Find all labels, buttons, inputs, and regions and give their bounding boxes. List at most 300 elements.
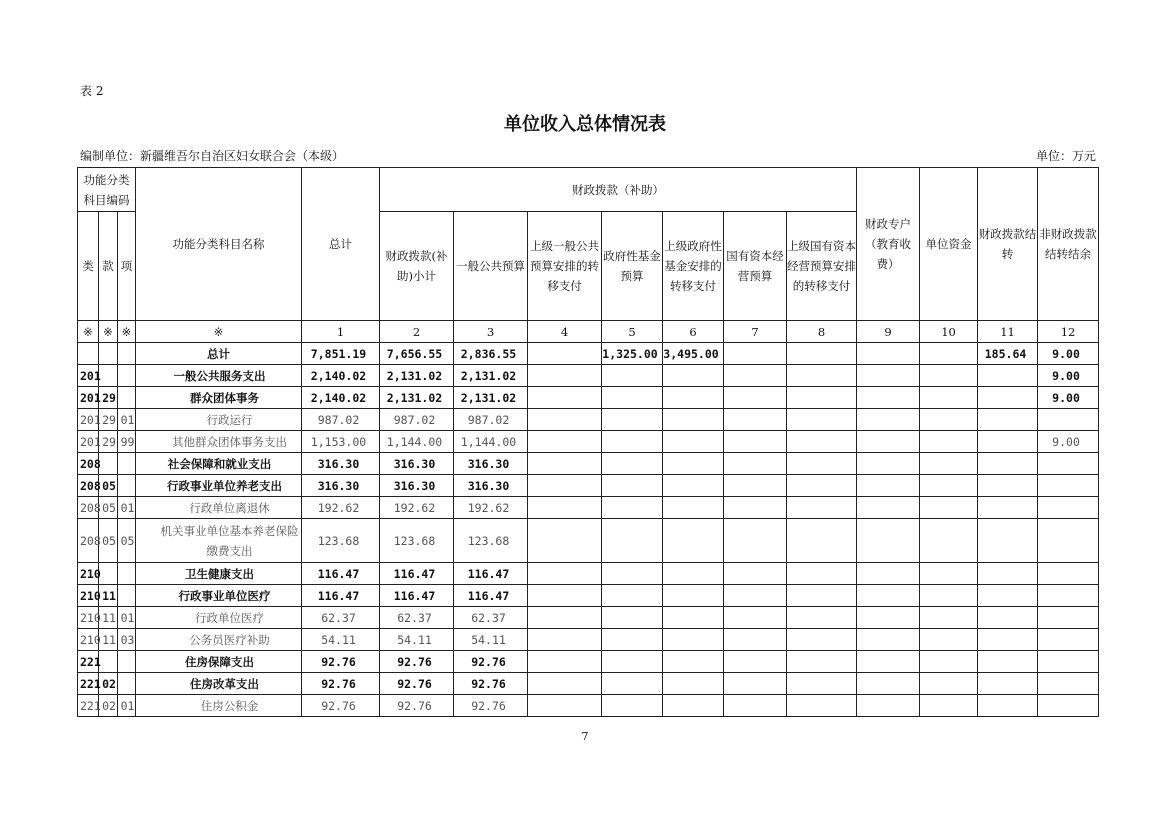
lei-cell: 208 <box>78 475 99 497</box>
xiang-cell <box>118 387 136 409</box>
lei-cell: 221 <box>78 673 99 695</box>
xiang-cell <box>118 673 136 695</box>
value-cell: 54.11 <box>302 629 380 651</box>
header-special: 财政专户（教育收费） <box>857 168 920 321</box>
value-cell <box>978 585 1038 607</box>
currency-unit: 单位：万元 <box>1035 149 1096 163</box>
value-cell <box>1038 519 1099 563</box>
subject-name-cell: 机关事业单位基本养老保险缴费支出 <box>136 519 302 563</box>
header-fiscal-subtotal: 财政拨款(补助)小计 <box>380 212 454 321</box>
value-cell <box>920 519 978 563</box>
xiang-cell: 01 <box>118 695 136 717</box>
value-cell <box>724 387 787 409</box>
index-cell: 10 <box>920 321 978 343</box>
value-cell <box>602 651 663 673</box>
value-cell <box>724 409 787 431</box>
value-cell <box>787 607 857 629</box>
header-upper-capital: 上级国有资本经营预算安排的转移支付 <box>787 212 857 321</box>
value-cell: 9.00 <box>1038 343 1099 365</box>
index-cell: 8 <box>787 321 857 343</box>
value-cell <box>724 431 787 453</box>
value-cell <box>663 409 724 431</box>
value-cell <box>602 453 663 475</box>
value-cell: 92.76 <box>302 673 380 695</box>
value-cell <box>724 475 787 497</box>
header-code-group: 功能分类科目编码 <box>78 168 136 212</box>
kuan-cell: 29 <box>99 431 118 453</box>
value-cell <box>663 651 724 673</box>
income-table <box>77 167 1099 717</box>
value-cell <box>528 563 602 585</box>
value-cell: 316.30 <box>454 453 528 475</box>
xiang-cell <box>118 563 136 585</box>
subject-name-cell: 一般公共服务支出 <box>136 365 302 387</box>
value-cell <box>602 673 663 695</box>
kuan-cell <box>99 453 118 475</box>
value-cell <box>920 673 978 695</box>
value-cell <box>602 365 663 387</box>
value-cell <box>663 695 724 717</box>
value-cell: 9.00 <box>1038 387 1099 409</box>
index-cell: ※ <box>136 321 302 343</box>
xiang-cell <box>118 585 136 607</box>
value-cell <box>663 431 724 453</box>
value-cell: 316.30 <box>302 475 380 497</box>
value-cell <box>857 365 920 387</box>
value-cell: 3,495.00 <box>663 343 724 365</box>
lei-cell <box>78 343 99 365</box>
value-cell: 316.30 <box>380 453 454 475</box>
value-cell <box>978 409 1038 431</box>
subject-name-cell: 行政事业单位养老支出 <box>136 475 302 497</box>
value-cell <box>528 497 602 519</box>
value-cell <box>1038 629 1099 651</box>
value-cell: 92.76 <box>380 651 454 673</box>
lei-cell: 201 <box>78 431 99 453</box>
header-kuan: 款 <box>99 212 118 321</box>
value-cell <box>787 343 857 365</box>
value-cell <box>978 365 1038 387</box>
value-cell <box>857 519 920 563</box>
subject-name-cell: 行政单位医疗 <box>136 607 302 629</box>
header-lei: 类 <box>78 212 99 321</box>
value-cell <box>602 409 663 431</box>
value-cell <box>978 607 1038 629</box>
value-cell <box>602 387 663 409</box>
value-cell <box>920 409 978 431</box>
value-cell <box>978 651 1038 673</box>
value-cell <box>857 453 920 475</box>
value-cell <box>528 585 602 607</box>
value-cell <box>978 453 1038 475</box>
value-cell <box>857 585 920 607</box>
value-cell: 92.76 <box>302 695 380 717</box>
value-cell <box>787 453 857 475</box>
value-cell: 9.00 <box>1038 431 1099 453</box>
header-nonfiscal: 非财政拨款结转结余 <box>1038 168 1099 321</box>
value-cell: 7,656.55 <box>380 343 454 365</box>
kuan-cell: 29 <box>99 387 118 409</box>
value-cell: 62.37 <box>302 607 380 629</box>
table-number: 表 2 <box>80 84 104 98</box>
value-cell: 116.47 <box>454 585 528 607</box>
value-cell <box>663 497 724 519</box>
value-cell <box>857 607 920 629</box>
xiang-cell <box>118 475 136 497</box>
value-cell <box>920 343 978 365</box>
index-cell: 7 <box>724 321 787 343</box>
value-cell <box>787 431 857 453</box>
value-cell <box>528 673 602 695</box>
value-cell <box>663 607 724 629</box>
value-cell: 116.47 <box>380 585 454 607</box>
value-cell <box>857 673 920 695</box>
value-cell <box>857 497 920 519</box>
table-row <box>78 607 1099 629</box>
kuan-cell <box>99 343 118 365</box>
value-cell <box>920 695 978 717</box>
value-cell <box>602 585 663 607</box>
value-cell: 987.02 <box>454 409 528 431</box>
value-cell <box>663 365 724 387</box>
value-cell <box>857 387 920 409</box>
subject-name-cell: 住房保障支出 <box>136 651 302 673</box>
subject-name-cell: 其他群众团体事务支出 <box>136 431 302 453</box>
value-cell: 2,140.02 <box>302 387 380 409</box>
subject-name-cell: 群众团体事务 <box>136 387 302 409</box>
value-cell <box>920 387 978 409</box>
value-cell: 192.62 <box>380 497 454 519</box>
value-cell <box>602 629 663 651</box>
value-cell: 92.76 <box>454 673 528 695</box>
value-cell <box>602 475 663 497</box>
index-cell: 1 <box>302 321 380 343</box>
value-cell <box>1038 585 1099 607</box>
value-cell <box>978 563 1038 585</box>
value-cell <box>787 563 857 585</box>
table-row <box>78 343 1099 365</box>
index-cell: 4 <box>528 321 602 343</box>
lei-cell: 210 <box>78 607 99 629</box>
value-cell: 54.11 <box>380 629 454 651</box>
lei-cell: 201 <box>78 365 99 387</box>
value-cell <box>602 497 663 519</box>
value-cell <box>528 475 602 497</box>
index-cell: 3 <box>454 321 528 343</box>
header-unit-fund: 单位资金 <box>920 168 978 321</box>
value-cell <box>724 453 787 475</box>
value-cell <box>528 519 602 563</box>
value-cell <box>787 387 857 409</box>
header-total: 总计 <box>302 168 380 321</box>
value-cell <box>787 497 857 519</box>
table-row <box>78 585 1099 607</box>
table-row <box>78 453 1099 475</box>
value-cell: 116.47 <box>302 585 380 607</box>
value-cell <box>663 475 724 497</box>
xiang-cell <box>118 343 136 365</box>
index-cell: ※ <box>118 321 136 343</box>
kuan-cell <box>99 563 118 585</box>
value-cell <box>920 607 978 629</box>
value-cell <box>724 497 787 519</box>
value-cell <box>724 585 787 607</box>
value-cell <box>787 475 857 497</box>
table-row <box>78 651 1099 673</box>
lei-cell: 221 <box>78 695 99 717</box>
value-cell <box>920 453 978 475</box>
value-cell <box>787 365 857 387</box>
value-cell: 1,144.00 <box>454 431 528 453</box>
value-cell <box>663 453 724 475</box>
subject-name-cell: 行政事业单位医疗 <box>136 585 302 607</box>
value-cell <box>1038 695 1099 717</box>
value-cell: 192.62 <box>302 497 380 519</box>
subject-name-cell: 行政运行 <box>136 409 302 431</box>
table-row <box>78 497 1099 519</box>
value-cell <box>528 695 602 717</box>
value-cell <box>602 607 663 629</box>
table-row <box>78 409 1099 431</box>
value-cell <box>724 607 787 629</box>
kuan-cell: 11 <box>99 629 118 651</box>
value-cell: 192.62 <box>454 497 528 519</box>
value-cell <box>978 431 1038 453</box>
value-cell <box>920 365 978 387</box>
value-cell <box>857 563 920 585</box>
index-cell: 9 <box>857 321 920 343</box>
index-cell: ※ <box>99 321 118 343</box>
value-cell <box>920 475 978 497</box>
value-cell: 2,131.02 <box>454 387 528 409</box>
value-cell <box>663 585 724 607</box>
compiling-unit: 编制单位：新疆维吾尔自治区妇女联合会（本级） <box>80 149 345 163</box>
value-cell <box>787 651 857 673</box>
value-cell: 1,153.00 <box>302 431 380 453</box>
value-cell: 62.37 <box>380 607 454 629</box>
table-row <box>78 475 1099 497</box>
value-cell <box>1038 475 1099 497</box>
table-row <box>78 387 1099 409</box>
header-xiang: 项 <box>118 212 136 321</box>
value-cell <box>857 409 920 431</box>
lei-cell: 208 <box>78 519 99 563</box>
value-cell: 7,851.19 <box>302 343 380 365</box>
value-cell: 123.68 <box>380 519 454 563</box>
lei-cell: 208 <box>78 497 99 519</box>
xiang-cell <box>118 365 136 387</box>
xiang-cell <box>118 651 136 673</box>
value-cell <box>787 629 857 651</box>
kuan-cell: 02 <box>99 695 118 717</box>
header-state-capital: 国有资本经营预算 <box>724 212 787 321</box>
value-cell <box>1038 563 1099 585</box>
table-row <box>78 563 1099 585</box>
kuan-cell <box>99 365 118 387</box>
value-cell: 987.02 <box>302 409 380 431</box>
page-title: 单位收入总体情况表 <box>504 114 666 135</box>
value-cell: 92.76 <box>302 651 380 673</box>
value-cell <box>857 695 920 717</box>
value-cell <box>787 519 857 563</box>
value-cell: 2,131.02 <box>380 387 454 409</box>
value-cell <box>663 629 724 651</box>
value-cell <box>920 497 978 519</box>
value-cell <box>1038 607 1099 629</box>
value-cell <box>528 629 602 651</box>
value-cell: 92.76 <box>454 651 528 673</box>
lei-cell: 208 <box>78 453 99 475</box>
value-cell: 92.76 <box>380 695 454 717</box>
value-cell <box>787 409 857 431</box>
value-cell: 1,325.00 <box>602 343 663 365</box>
value-cell: 316.30 <box>302 453 380 475</box>
value-cell <box>787 585 857 607</box>
value-cell <box>724 651 787 673</box>
value-cell <box>857 343 920 365</box>
value-cell <box>528 453 602 475</box>
header-upper-general: 上级一般公共预算安排的转移支付 <box>528 212 602 321</box>
kuan-cell: 05 <box>99 519 118 563</box>
header-upper-fund: 上级政府性基金安排的转移支付 <box>663 212 724 321</box>
value-cell: 123.68 <box>302 519 380 563</box>
xiang-cell: 03 <box>118 629 136 651</box>
value-cell <box>724 563 787 585</box>
value-cell: 123.68 <box>454 519 528 563</box>
xiang-cell: 01 <box>118 409 136 431</box>
lei-cell: 210 <box>78 585 99 607</box>
value-cell: 987.02 <box>380 409 454 431</box>
value-cell <box>602 563 663 585</box>
kuan-cell: 11 <box>99 585 118 607</box>
value-cell <box>602 695 663 717</box>
value-cell: 9.00 <box>1038 365 1099 387</box>
value-cell: 2,140.02 <box>302 365 380 387</box>
value-cell <box>724 365 787 387</box>
value-cell <box>1038 497 1099 519</box>
header-name: 功能分类科目名称 <box>136 168 302 321</box>
value-cell: 185.64 <box>978 343 1038 365</box>
subject-name-cell: 卫生健康支出 <box>136 563 302 585</box>
value-cell <box>978 475 1038 497</box>
value-cell <box>787 695 857 717</box>
value-cell <box>978 519 1038 563</box>
header-general-budget: 一般公共预算 <box>454 212 528 321</box>
xiang-cell: 01 <box>118 607 136 629</box>
value-cell <box>978 695 1038 717</box>
value-cell <box>528 343 602 365</box>
table-row <box>78 673 1099 695</box>
value-cell <box>920 651 978 673</box>
lei-cell: 210 <box>78 563 99 585</box>
value-cell: 2,131.02 <box>380 365 454 387</box>
lei-cell: 210 <box>78 629 99 651</box>
subject-name-cell: 公务员医疗补助 <box>136 629 302 651</box>
value-cell <box>978 673 1038 695</box>
value-cell <box>1038 651 1099 673</box>
index-cell: ※ <box>78 321 99 343</box>
value-cell <box>724 343 787 365</box>
value-cell <box>857 475 920 497</box>
kuan-cell: 02 <box>99 673 118 695</box>
value-cell: 116.47 <box>302 563 380 585</box>
subject-name-cell: 行政单位离退休 <box>136 497 302 519</box>
value-cell <box>724 519 787 563</box>
lei-cell: 221 <box>78 651 99 673</box>
index-row <box>78 321 1099 343</box>
kuan-cell: 05 <box>99 497 118 519</box>
table-row <box>78 431 1099 453</box>
value-cell <box>663 519 724 563</box>
value-cell: 92.76 <box>380 673 454 695</box>
kuan-cell: 11 <box>99 607 118 629</box>
value-cell <box>1038 409 1099 431</box>
xiang-cell: 01 <box>118 497 136 519</box>
value-cell: 316.30 <box>380 475 454 497</box>
value-cell: 116.47 <box>380 563 454 585</box>
index-cell: 11 <box>978 321 1038 343</box>
value-cell <box>663 673 724 695</box>
value-cell <box>787 673 857 695</box>
value-cell: 54.11 <box>454 629 528 651</box>
header-carryover: 财政拨款结转 <box>978 168 1038 321</box>
table-row <box>78 695 1099 717</box>
kuan-cell: 05 <box>99 475 118 497</box>
subject-name-cell: 住房改革支出 <box>136 673 302 695</box>
subject-name-cell: 社会保障和就业支出 <box>136 453 302 475</box>
value-cell <box>528 387 602 409</box>
value-cell <box>1038 673 1099 695</box>
value-cell <box>528 365 602 387</box>
value-cell <box>920 629 978 651</box>
kuan-cell: 29 <box>99 409 118 431</box>
value-cell: 116.47 <box>454 563 528 585</box>
xiang-cell: 05 <box>118 519 136 563</box>
kuan-cell <box>99 651 118 673</box>
table-row <box>78 519 1099 563</box>
value-cell: 316.30 <box>454 475 528 497</box>
value-cell: 2,131.02 <box>454 365 528 387</box>
index-cell: 5 <box>602 321 663 343</box>
value-cell <box>528 607 602 629</box>
value-cell <box>920 585 978 607</box>
subject-name-cell: 总计 <box>136 343 302 365</box>
lei-cell: 201 <box>78 409 99 431</box>
value-cell <box>857 629 920 651</box>
value-cell <box>528 431 602 453</box>
value-cell <box>724 673 787 695</box>
index-cell: 2 <box>380 321 454 343</box>
value-cell: 1,144.00 <box>380 431 454 453</box>
value-cell <box>602 519 663 563</box>
subject-name-cell: 住房公积金 <box>136 695 302 717</box>
page-number: 7 <box>581 730 589 743</box>
table-row <box>78 365 1099 387</box>
index-cell: 6 <box>663 321 724 343</box>
value-cell <box>857 651 920 673</box>
value-cell: 62.37 <box>454 607 528 629</box>
header-row-1 <box>78 168 1099 212</box>
value-cell <box>1038 453 1099 475</box>
value-cell <box>978 629 1038 651</box>
value-cell <box>663 563 724 585</box>
value-cell <box>920 563 978 585</box>
lei-cell: 201 <box>78 387 99 409</box>
value-cell <box>857 431 920 453</box>
header-gov-fund: 政府性基金预算 <box>602 212 663 321</box>
value-cell <box>724 695 787 717</box>
value-cell: 92.76 <box>454 695 528 717</box>
